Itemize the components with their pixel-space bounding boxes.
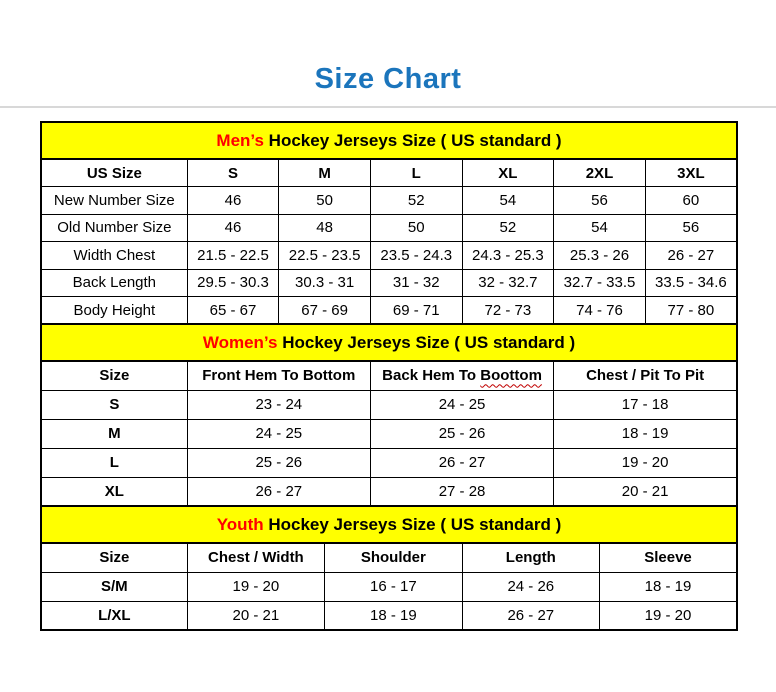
table-row	[41, 572, 737, 601]
size-value-cell: 77 - 80	[645, 297, 737, 325]
column-header-cell: Shoulder	[325, 543, 462, 572]
misspelled-word-spellcheck: Boottom	[480, 367, 542, 385]
size-value-cell: 54	[462, 187, 554, 215]
size-value-cell: 50	[279, 187, 371, 215]
table-row	[41, 242, 737, 270]
row-label-cell: XL	[41, 477, 187, 506]
size-value-cell: 33.5 - 34.6	[645, 269, 737, 297]
size-value-cell: 46	[187, 214, 279, 242]
womens-section-title: Hockey Jerseys Size ( US standard )	[277, 332, 576, 352]
size-value-cell: 46	[187, 187, 279, 215]
row-label-cell: S	[41, 390, 187, 419]
size-value-cell: 30.3 - 31	[279, 269, 371, 297]
column-header-cell: US Size	[41, 159, 187, 187]
size-value-cell: 48	[279, 214, 371, 242]
column-header-cell: Sleeve	[600, 543, 737, 572]
size-value-cell: 19 - 20	[187, 572, 324, 601]
size-value-cell: 26 - 27	[462, 601, 599, 630]
size-value-cell: 23.5 - 24.3	[370, 242, 462, 270]
size-value-cell: 60	[645, 187, 737, 215]
youth-section-accent: Youth	[216, 514, 264, 534]
mens-section-accent: Men’s	[216, 130, 264, 150]
column-header-cell: 2XL	[554, 159, 646, 187]
size-value-cell: 25 - 26	[187, 448, 370, 477]
size-value-cell: 24 - 25	[187, 419, 370, 448]
youth-section-header-row	[41, 506, 737, 543]
size-value-cell: 24 - 26	[462, 572, 599, 601]
row-label-cell: Width Chest	[41, 242, 187, 270]
size-value-cell: 56	[645, 214, 737, 242]
womens-section-accent: Women’s	[202, 332, 278, 352]
womens-column-header-row	[41, 361, 737, 390]
column-header-cell: L	[370, 159, 462, 187]
mens-column-header-row	[41, 159, 737, 187]
column-header-cell: Size	[41, 361, 187, 390]
size-value-cell: 69 - 71	[370, 297, 462, 325]
table-row	[41, 601, 737, 630]
size-value-cell: 19 - 20	[600, 601, 737, 630]
size-value-cell: 54	[554, 214, 646, 242]
table-row	[41, 297, 737, 325]
size-value-cell: 31 - 32	[370, 269, 462, 297]
column-header-cell	[370, 361, 553, 390]
size-value-cell: 18 - 19	[600, 572, 737, 601]
table-row	[41, 269, 737, 297]
size-value-cell: 67 - 69	[279, 297, 371, 325]
size-value-cell: 27 - 28	[370, 477, 553, 506]
size-value-cell: 22.5 - 23.5	[279, 242, 371, 270]
size-value-cell: 19 - 20	[554, 448, 737, 477]
size-value-cell: 18 - 19	[554, 419, 737, 448]
size-value-cell: 32.7 - 33.5	[554, 269, 646, 297]
column-header-cell: Chest / Pit To Pit	[554, 361, 737, 390]
size-value-cell: 25.3 - 26	[554, 242, 646, 270]
row-label-cell: New Number Size	[41, 187, 187, 215]
row-label-cell: S/M	[41, 572, 187, 601]
row-label-cell: M	[41, 419, 187, 448]
size-value-cell: 52	[370, 187, 462, 215]
size-value-cell: 24.3 - 25.3	[462, 242, 554, 270]
womens-section-header	[41, 324, 737, 361]
row-label-cell: Body Height	[41, 297, 187, 325]
column-header-cell: Chest / Width	[187, 543, 324, 572]
size-value-cell: 29.5 - 30.3	[187, 269, 279, 297]
size-value-cell: 21.5 - 22.5	[187, 242, 279, 270]
row-label-cell: Old Number Size	[41, 214, 187, 242]
size-value-cell: 32 - 32.7	[462, 269, 554, 297]
size-value-cell: 20 - 21	[554, 477, 737, 506]
youth-section-header	[41, 506, 737, 543]
size-value-cell: 25 - 26	[370, 419, 553, 448]
size-value-cell: 65 - 67	[187, 297, 279, 325]
youth-column-header-row	[41, 543, 737, 572]
column-header-cell: Size	[41, 543, 187, 572]
column-header-cell: Length	[462, 543, 599, 572]
mens-section-header-row	[41, 122, 737, 159]
page-title: Size Chart	[314, 63, 462, 95]
size-value-cell: 20 - 21	[187, 601, 324, 630]
row-label-cell: L/XL	[41, 601, 187, 630]
size-value-cell: 26 - 27	[370, 448, 553, 477]
column-header-text: Back Hem To	[382, 367, 481, 385]
mens-section-title: Hockey Jerseys Size ( US standard )	[263, 130, 562, 150]
table-row	[41, 390, 737, 419]
size-value-cell: 18 - 19	[325, 601, 462, 630]
size-value-cell: 50	[370, 214, 462, 242]
size-value-cell: 24 - 25	[370, 390, 553, 419]
size-value-cell: 74 - 76	[554, 297, 646, 325]
column-header-cell: M	[279, 159, 371, 187]
size-value-cell: 26 - 27	[645, 242, 737, 270]
header-divider-rule	[0, 106, 776, 108]
column-header-cell: 3XL	[645, 159, 737, 187]
column-header-cell: S	[187, 159, 279, 187]
table-row	[41, 477, 737, 506]
mens-section-header	[41, 122, 737, 159]
size-value-cell: 56	[554, 187, 646, 215]
size-value-cell: 23 - 24	[187, 390, 370, 419]
size-value-cell: 16 - 17	[325, 572, 462, 601]
size-chart-tables	[40, 121, 738, 631]
youth-section-title: Hockey Jerseys Size ( US standard )	[263, 514, 562, 534]
row-label-cell: L	[41, 448, 187, 477]
row-label-cell: Back Length	[41, 269, 187, 297]
table-row	[41, 214, 737, 242]
column-header-cell: Front Hem To Bottom	[187, 361, 370, 390]
womens-size-table	[40, 323, 738, 507]
mens-size-table	[40, 121, 738, 325]
table-row	[41, 187, 737, 215]
womens-section-header-row	[41, 324, 737, 361]
size-value-cell: 26 - 27	[187, 477, 370, 506]
size-value-cell: 52	[462, 214, 554, 242]
youth-size-table	[40, 505, 738, 631]
column-header-cell: XL	[462, 159, 554, 187]
table-row	[41, 448, 737, 477]
table-row	[41, 419, 737, 448]
size-value-cell: 17 - 18	[554, 390, 737, 419]
size-value-cell: 72 - 73	[462, 297, 554, 325]
